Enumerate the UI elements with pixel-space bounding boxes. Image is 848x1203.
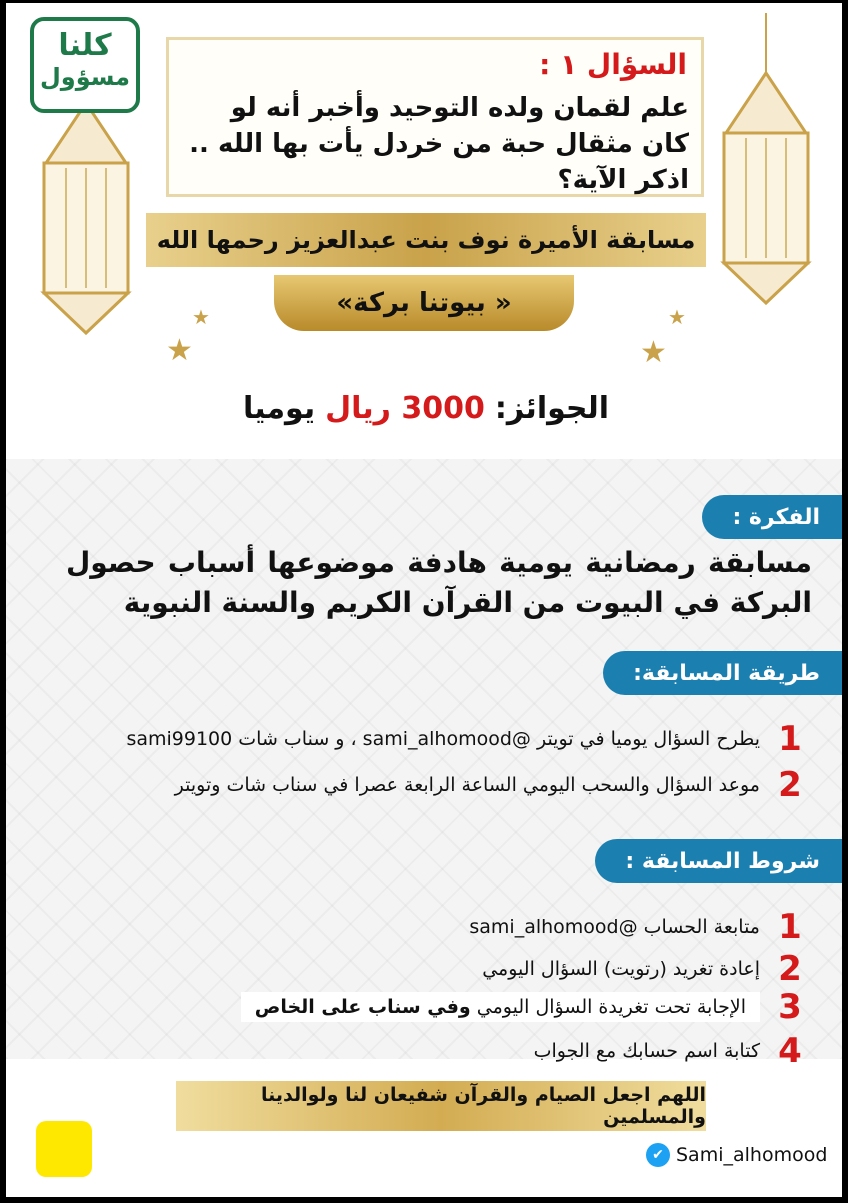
competition-slogan: « بيوتنا بركة» (274, 275, 574, 331)
method-item: 2 موعد السؤال والسحب اليومي الساعة الرابعة عصرا في سناب شات وتويتر (174, 765, 802, 805)
twitter-icon: ✔ (646, 1143, 670, 1167)
lantern-right-icon (706, 13, 826, 313)
method-tag: طريقة المسابقة: (603, 651, 842, 695)
condition-item: 4 كتابة اسم حسابك مع الجواب (533, 1031, 802, 1071)
prize-amount: 3000 ريال (325, 390, 485, 426)
idea-tag: الفكرة : (702, 495, 842, 539)
question-box (166, 37, 704, 197)
idea-text: مسابقة رمضانية يومية هادفة موضوعها أسباب حصول البركة في البيوت من القرآن الكريم والسنة النبوية (66, 546, 812, 619)
condition-item: 3 الإجابة تحت تغريدة السؤال اليومي وفي سناب على الخاص (66, 987, 802, 1027)
snapcode-icon (36, 1121, 92, 1177)
star-left-small-icon: ★ (192, 305, 210, 329)
star-left-icon: ★ (166, 333, 193, 368)
prize-line: الجوائز: 3000 ريال يوميا (242, 390, 610, 426)
condition-item: 2 إعادة تغريد (رتويت) السؤال اليومي (482, 949, 802, 989)
star-right-icon: ★ (640, 335, 667, 370)
twitter-handle[interactable]: ✔ Sami_alhomood (646, 1143, 827, 1167)
question-title: السؤال ١ : (539, 48, 687, 81)
competition-banner: مسابقة الأميرة نوف بنت عبدالعزيز رحمها الله (146, 213, 706, 267)
logo: كلنا مسؤول (30, 17, 140, 113)
star-right-small-icon: ★ (668, 305, 686, 329)
dua-banner: اللهم اجعل الصيام والقرآن شفيعان لنا ولوالدينا والمسلمين (176, 1081, 706, 1131)
poster (6, 3, 842, 1197)
conditions-tag: شروط المسابقة : (595, 839, 842, 883)
method-item: 1 يطرح السؤال يوميا في تويتر @sami_alhomood ، و سناب شات sami99100 (126, 719, 802, 759)
condition-item: 1 متابعة الحساب @sami_alhomood (469, 907, 802, 947)
question-text: علم لقمان ولده التوحيد وأخبر أنه لو كان مثقال حبة من خردل يأت بها الله .. اذكر الآية؟ (189, 93, 689, 195)
